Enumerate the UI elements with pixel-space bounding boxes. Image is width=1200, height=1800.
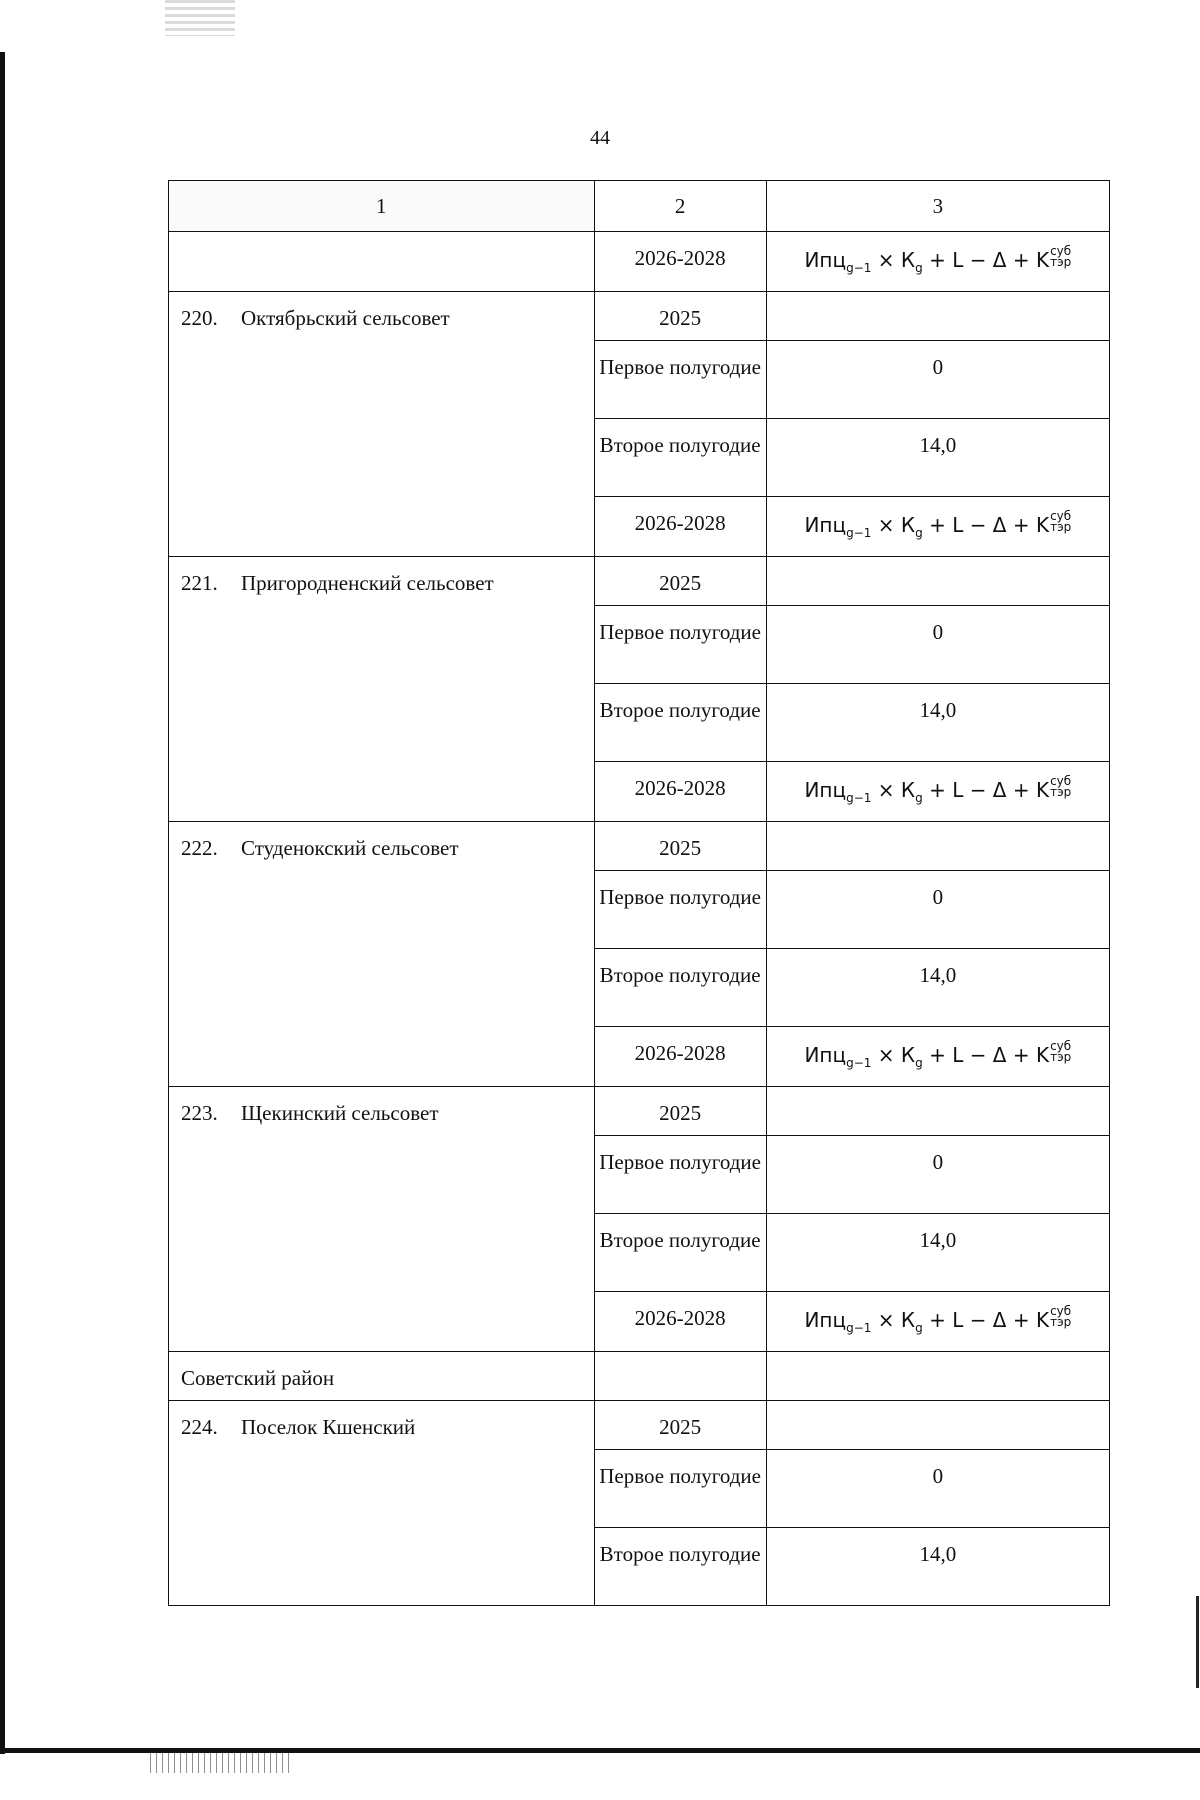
period-cell: Второе полугодие — [594, 949, 766, 1027]
tariff-table — [168, 180, 1110, 1606]
formula-part: К — [900, 778, 916, 802]
formula-part: + L − Δ + K — [922, 1043, 1050, 1067]
scan-artifact — [150, 1753, 290, 1773]
tariff-formula — [804, 1027, 1071, 1070]
table-row — [169, 1087, 1110, 1136]
value-cell: 14,0 — [766, 1214, 1109, 1292]
formula-cell — [766, 762, 1109, 822]
entity-number: 223. — [181, 1101, 218, 1125]
formula-part: К — [900, 1043, 916, 1067]
header-row — [169, 181, 1110, 232]
formula-cell — [766, 497, 1109, 557]
period-cell: 2025 — [594, 1087, 766, 1136]
table-row — [169, 232, 1110, 292]
value-cell — [766, 557, 1109, 606]
period-cell: Первое полугодие — [594, 1450, 766, 1528]
formula-part: g−1 — [846, 1321, 872, 1335]
value-cell — [766, 1087, 1109, 1136]
formula-part: + L − Δ + K — [922, 778, 1050, 802]
period-cell: 2026-2028 — [594, 1292, 766, 1352]
formula-cell — [766, 232, 1109, 292]
entity-number: 222. — [181, 836, 218, 860]
formula-part: Ипц — [804, 1043, 847, 1067]
formula-superscript: суб — [1050, 773, 1072, 788]
formula-part: g−1 — [846, 261, 872, 275]
formula-part: g — [915, 791, 923, 805]
empty-cell — [594, 1352, 766, 1401]
value-cell: 14,0 — [766, 684, 1109, 762]
formula-part: g — [915, 526, 923, 540]
value-cell — [766, 292, 1109, 341]
tariff-formula — [804, 1292, 1071, 1335]
value-cell: 0 — [766, 1136, 1109, 1214]
district-name: Советский район — [181, 1366, 335, 1390]
value-cell: 14,0 — [766, 949, 1109, 1027]
formula-part: Ипц — [804, 778, 847, 802]
empty-cell — [169, 232, 595, 292]
formula-cell — [766, 1292, 1109, 1352]
formula-part: + L − Δ + K — [922, 1308, 1050, 1332]
entity-cell — [169, 1087, 595, 1352]
period-cell: 2026-2028 — [594, 497, 766, 557]
scan-border-left — [0, 52, 5, 1754]
entity-number: 220. — [181, 306, 218, 330]
table-row — [169, 822, 1110, 871]
formula-part: × — [871, 1308, 901, 1332]
scan-border-right — [1196, 1596, 1199, 1688]
formula-superscript: суб — [1050, 243, 1072, 258]
tariff-formula — [804, 232, 1071, 275]
period-cell: 2026-2028 — [594, 1027, 766, 1087]
formula-part: + L − Δ + K — [922, 513, 1050, 537]
formula-part: × — [871, 513, 901, 537]
entity-name: Пригородненский сельсовет — [241, 571, 494, 595]
page-number: 44 — [590, 127, 610, 149]
formula-indices — [1050, 773, 1072, 799]
period-cell: 2025 — [594, 1401, 766, 1450]
period-cell: Второе полугодие — [594, 684, 766, 762]
value-cell: 0 — [766, 1450, 1109, 1528]
entity-cell — [169, 822, 595, 1087]
period-cell: 2025 — [594, 822, 766, 871]
formula-indices — [1050, 1038, 1072, 1064]
period-cell: Первое полугодие — [594, 871, 766, 949]
formula-part: Ипц — [804, 513, 847, 537]
district-cell — [169, 1352, 595, 1401]
formula-part: К — [900, 248, 916, 272]
entity-cell — [169, 292, 595, 557]
formula-part: + L − Δ + K — [922, 248, 1050, 272]
tariff-formula — [804, 762, 1071, 805]
empty-cell — [766, 1352, 1109, 1401]
table-row — [169, 1401, 1110, 1450]
entity-name: Поселок Кшенский — [241, 1415, 416, 1439]
table-row — [169, 292, 1110, 341]
formula-part: × — [871, 778, 901, 802]
formula-part: Ипц — [804, 248, 847, 272]
period-cell: 2025 — [594, 557, 766, 606]
period-cell: Второе полугодие — [594, 419, 766, 497]
period-cell: Первое полугодие — [594, 341, 766, 419]
formula-superscript: суб — [1050, 1303, 1072, 1318]
value-cell: 14,0 — [766, 1528, 1109, 1606]
formula-part: g — [915, 1056, 923, 1070]
district-row — [169, 1352, 1110, 1401]
entity-number: 221. — [181, 571, 218, 595]
entity-cell — [169, 1401, 595, 1606]
period-cell: Первое полугодие — [594, 606, 766, 684]
header-col-2: 2 — [594, 181, 766, 232]
formula-subscript: тэр — [1050, 784, 1072, 799]
period-cell: Второе полугодие — [594, 1528, 766, 1606]
formula-subscript: тэр — [1050, 519, 1072, 534]
value-cell: 0 — [766, 606, 1109, 684]
entity-name: Студенокский сельсовет — [241, 836, 459, 860]
period-cell: 2026-2028 — [594, 762, 766, 822]
formula-subscript: тэр — [1050, 1314, 1072, 1329]
formula-subscript: тэр — [1050, 1049, 1072, 1064]
formula-part: × — [871, 1043, 901, 1067]
tariff-formula — [804, 497, 1071, 540]
formula-superscript: суб — [1050, 508, 1072, 523]
formula-part: g−1 — [846, 791, 872, 805]
value-cell: 14,0 — [766, 419, 1109, 497]
formula-part: К — [900, 1308, 916, 1332]
formula-cell — [766, 1027, 1109, 1087]
formula-part: g−1 — [846, 1056, 872, 1070]
formula-subscript: тэр — [1050, 254, 1072, 269]
formula-indices — [1050, 508, 1072, 534]
scan-artifact-top — [165, 0, 235, 36]
period-cell: Второе полугодие — [594, 1214, 766, 1292]
formula-part: К — [900, 513, 916, 537]
entity-cell — [169, 557, 595, 822]
formula-part: Ипц — [804, 1308, 847, 1332]
formula-part: g — [915, 1321, 923, 1335]
entity-name: Октябрьский сельсовет — [241, 306, 450, 330]
value-cell — [766, 822, 1109, 871]
entity-number: 224. — [181, 1415, 218, 1439]
entity-name: Щекинский сельсовет — [241, 1101, 439, 1125]
table-row — [169, 557, 1110, 606]
value-cell: 0 — [766, 341, 1109, 419]
period-cell: Первое полугодие — [594, 1136, 766, 1214]
value-cell: 0 — [766, 871, 1109, 949]
value-cell — [766, 1401, 1109, 1450]
formula-part: g−1 — [846, 526, 872, 540]
formula-superscript: суб — [1050, 1038, 1072, 1053]
header-col-3: 3 — [766, 181, 1109, 232]
formula-part: g — [915, 261, 923, 275]
formula-indices — [1050, 243, 1072, 269]
formula-indices — [1050, 1303, 1072, 1329]
period-cell: 2025 — [594, 292, 766, 341]
formula-part: × — [871, 248, 901, 272]
period-cell: 2026-2028 — [594, 232, 766, 292]
header-col-1: 1 — [169, 181, 595, 232]
